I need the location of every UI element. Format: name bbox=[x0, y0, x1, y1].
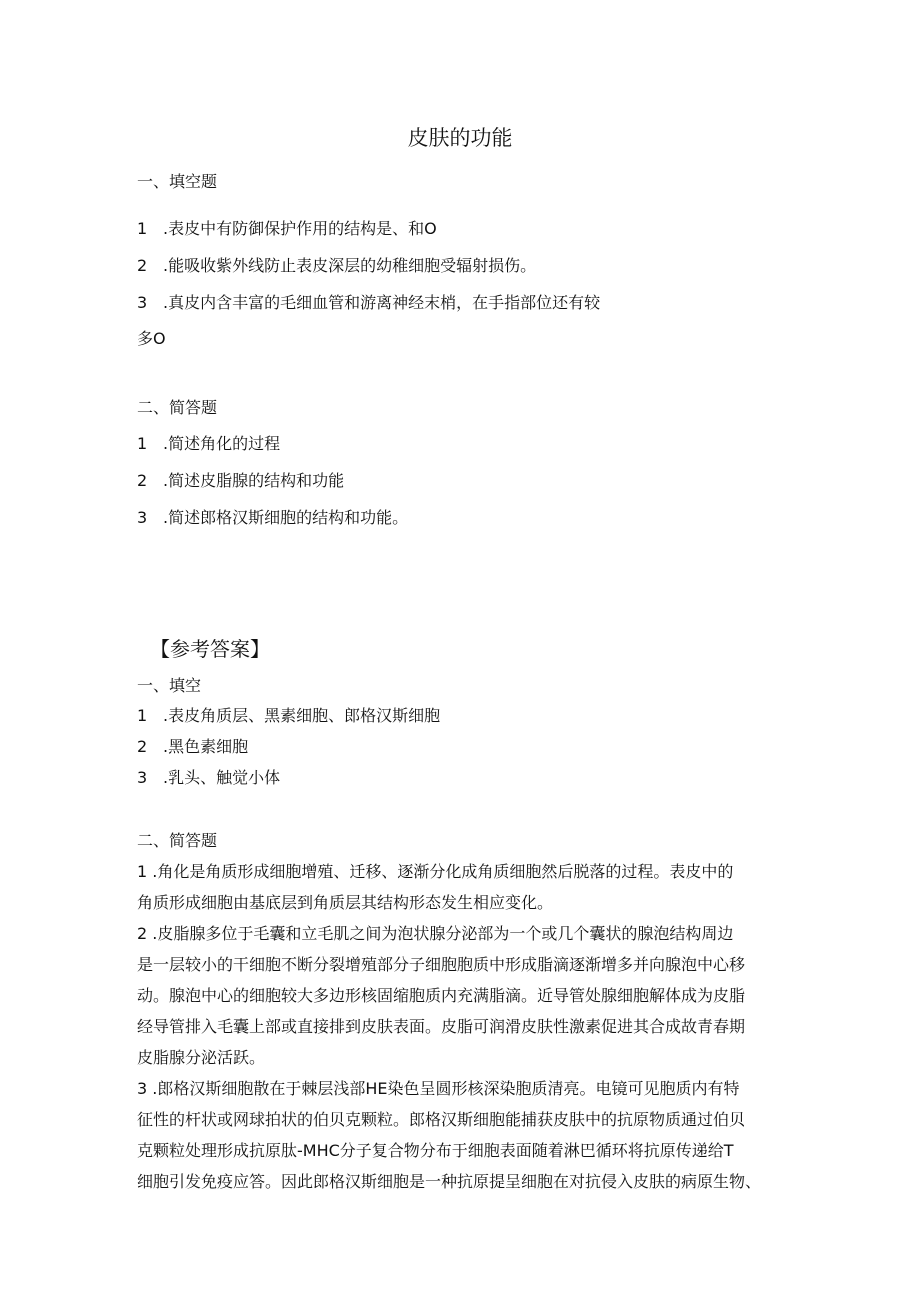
question-text: .真皮内含丰富的毛细血管和游离神经末梢，在手指部位还有较 bbox=[163, 293, 601, 312]
question-fill-3 bbox=[137, 292, 600, 314]
answer-number: 2 bbox=[137, 737, 148, 756]
answer-text: .表皮角质层、黑素细胞、郎格汉斯细胞 bbox=[163, 706, 441, 725]
question-text: .简述角化的过程 bbox=[163, 434, 281, 453]
answer-number: 1 bbox=[137, 706, 148, 725]
answer-short-line: 皮脂腺分泌活跃。 bbox=[137, 1048, 266, 1067]
answer-number: 3 bbox=[137, 768, 148, 787]
question-text: .能吸收紫外线防止表皮深层的幼稚细胞受辐射损伤。 bbox=[163, 256, 537, 275]
question-text: .简述皮脂腺的结构和功能 bbox=[163, 471, 345, 490]
question-section-short-heading: 二、简答题 bbox=[137, 398, 218, 417]
question-fill-2 bbox=[137, 255, 536, 277]
question-number: 2 bbox=[137, 471, 148, 490]
answer-short-line: 2 .皮脂腺多位于毛囊和立毛肌之间为泡状腺分泌部为一个或几个囊状的腺泡结构周边 bbox=[137, 924, 734, 943]
answer-section-fill-heading: 一、填空 bbox=[137, 676, 202, 695]
question-short-1 bbox=[137, 433, 280, 455]
question-number: 3 bbox=[137, 293, 148, 312]
answer-short-line: 经导管排入毛囊上部或直接排到皮肤表面。皮脂可润滑皮肤性激素促进其合成故青春期 bbox=[137, 1017, 746, 1036]
question-section-fill-heading: 一、填空题 bbox=[137, 172, 218, 191]
answer-text: .黑色素细胞 bbox=[163, 737, 249, 756]
question-text: .表皮中有防御保护作用的结构是、和O bbox=[163, 219, 437, 238]
question-number: 1 bbox=[137, 219, 148, 238]
question-number: 2 bbox=[137, 256, 148, 275]
answer-text: .乳头、触觉小体 bbox=[163, 768, 281, 787]
answer-section-short-heading: 二、简答题 bbox=[137, 831, 218, 850]
question-fill-1 bbox=[137, 218, 437, 240]
answer-fill-3 bbox=[137, 767, 280, 789]
answer-fill-1 bbox=[137, 705, 440, 727]
answer-short-line: 动。腺泡中心的细胞较大多边形核固缩胞质内充满脂滴。近导管处腺细胞解体成为皮脂 bbox=[137, 986, 746, 1005]
answer-short-line: 征性的杆状或网球拍状的伯贝克颗粒。郎格汉斯细胞能捕获皮肤中的抗原物质通过伯贝 bbox=[137, 1110, 746, 1129]
page-title: 皮肤的功能 bbox=[407, 126, 513, 150]
question-text: .简述郎格汉斯细胞的结构和功能。 bbox=[163, 508, 409, 527]
question-short-2 bbox=[137, 470, 344, 492]
answer-short-line: 1 .角化是角质形成细胞增殖、迁移、逐渐分化成角质细胞然后脱落的过程。表皮中的 bbox=[137, 862, 734, 881]
question-short-3 bbox=[137, 507, 408, 529]
answer-heading: 【参考答案】 bbox=[150, 637, 270, 661]
question-number: 3 bbox=[137, 508, 148, 527]
answer-short-line: 是一层较小的干细胞不断分裂增殖部分子细胞胞质中形成脂滴逐渐增多并向腺泡中心移 bbox=[137, 955, 746, 974]
question-number: 1 bbox=[137, 434, 148, 453]
question-fill-3-continuation: 多O bbox=[137, 329, 166, 348]
answer-short-line: 角质形成细胞由基底层到角质层其结构形态发生相应变化。 bbox=[137, 893, 554, 912]
answer-short-line: 3 .郎格汉斯细胞散在于棘层浅部HE染色呈圆形核深染胞质清亮。电镜可见胞质内有特 bbox=[137, 1079, 740, 1098]
answer-short-line: 克颗粒处理形成抗原肽-MHC分子复合物分布于细胞表面随着淋巴循环将抗原传递给T bbox=[137, 1141, 734, 1160]
answer-short-line: 细胞引发免疫应答。因此郎格汉斯细胞是一种抗原提呈细胞在对抗侵入皮肤的病原生物、 bbox=[137, 1172, 762, 1191]
answer-fill-2 bbox=[137, 736, 248, 758]
